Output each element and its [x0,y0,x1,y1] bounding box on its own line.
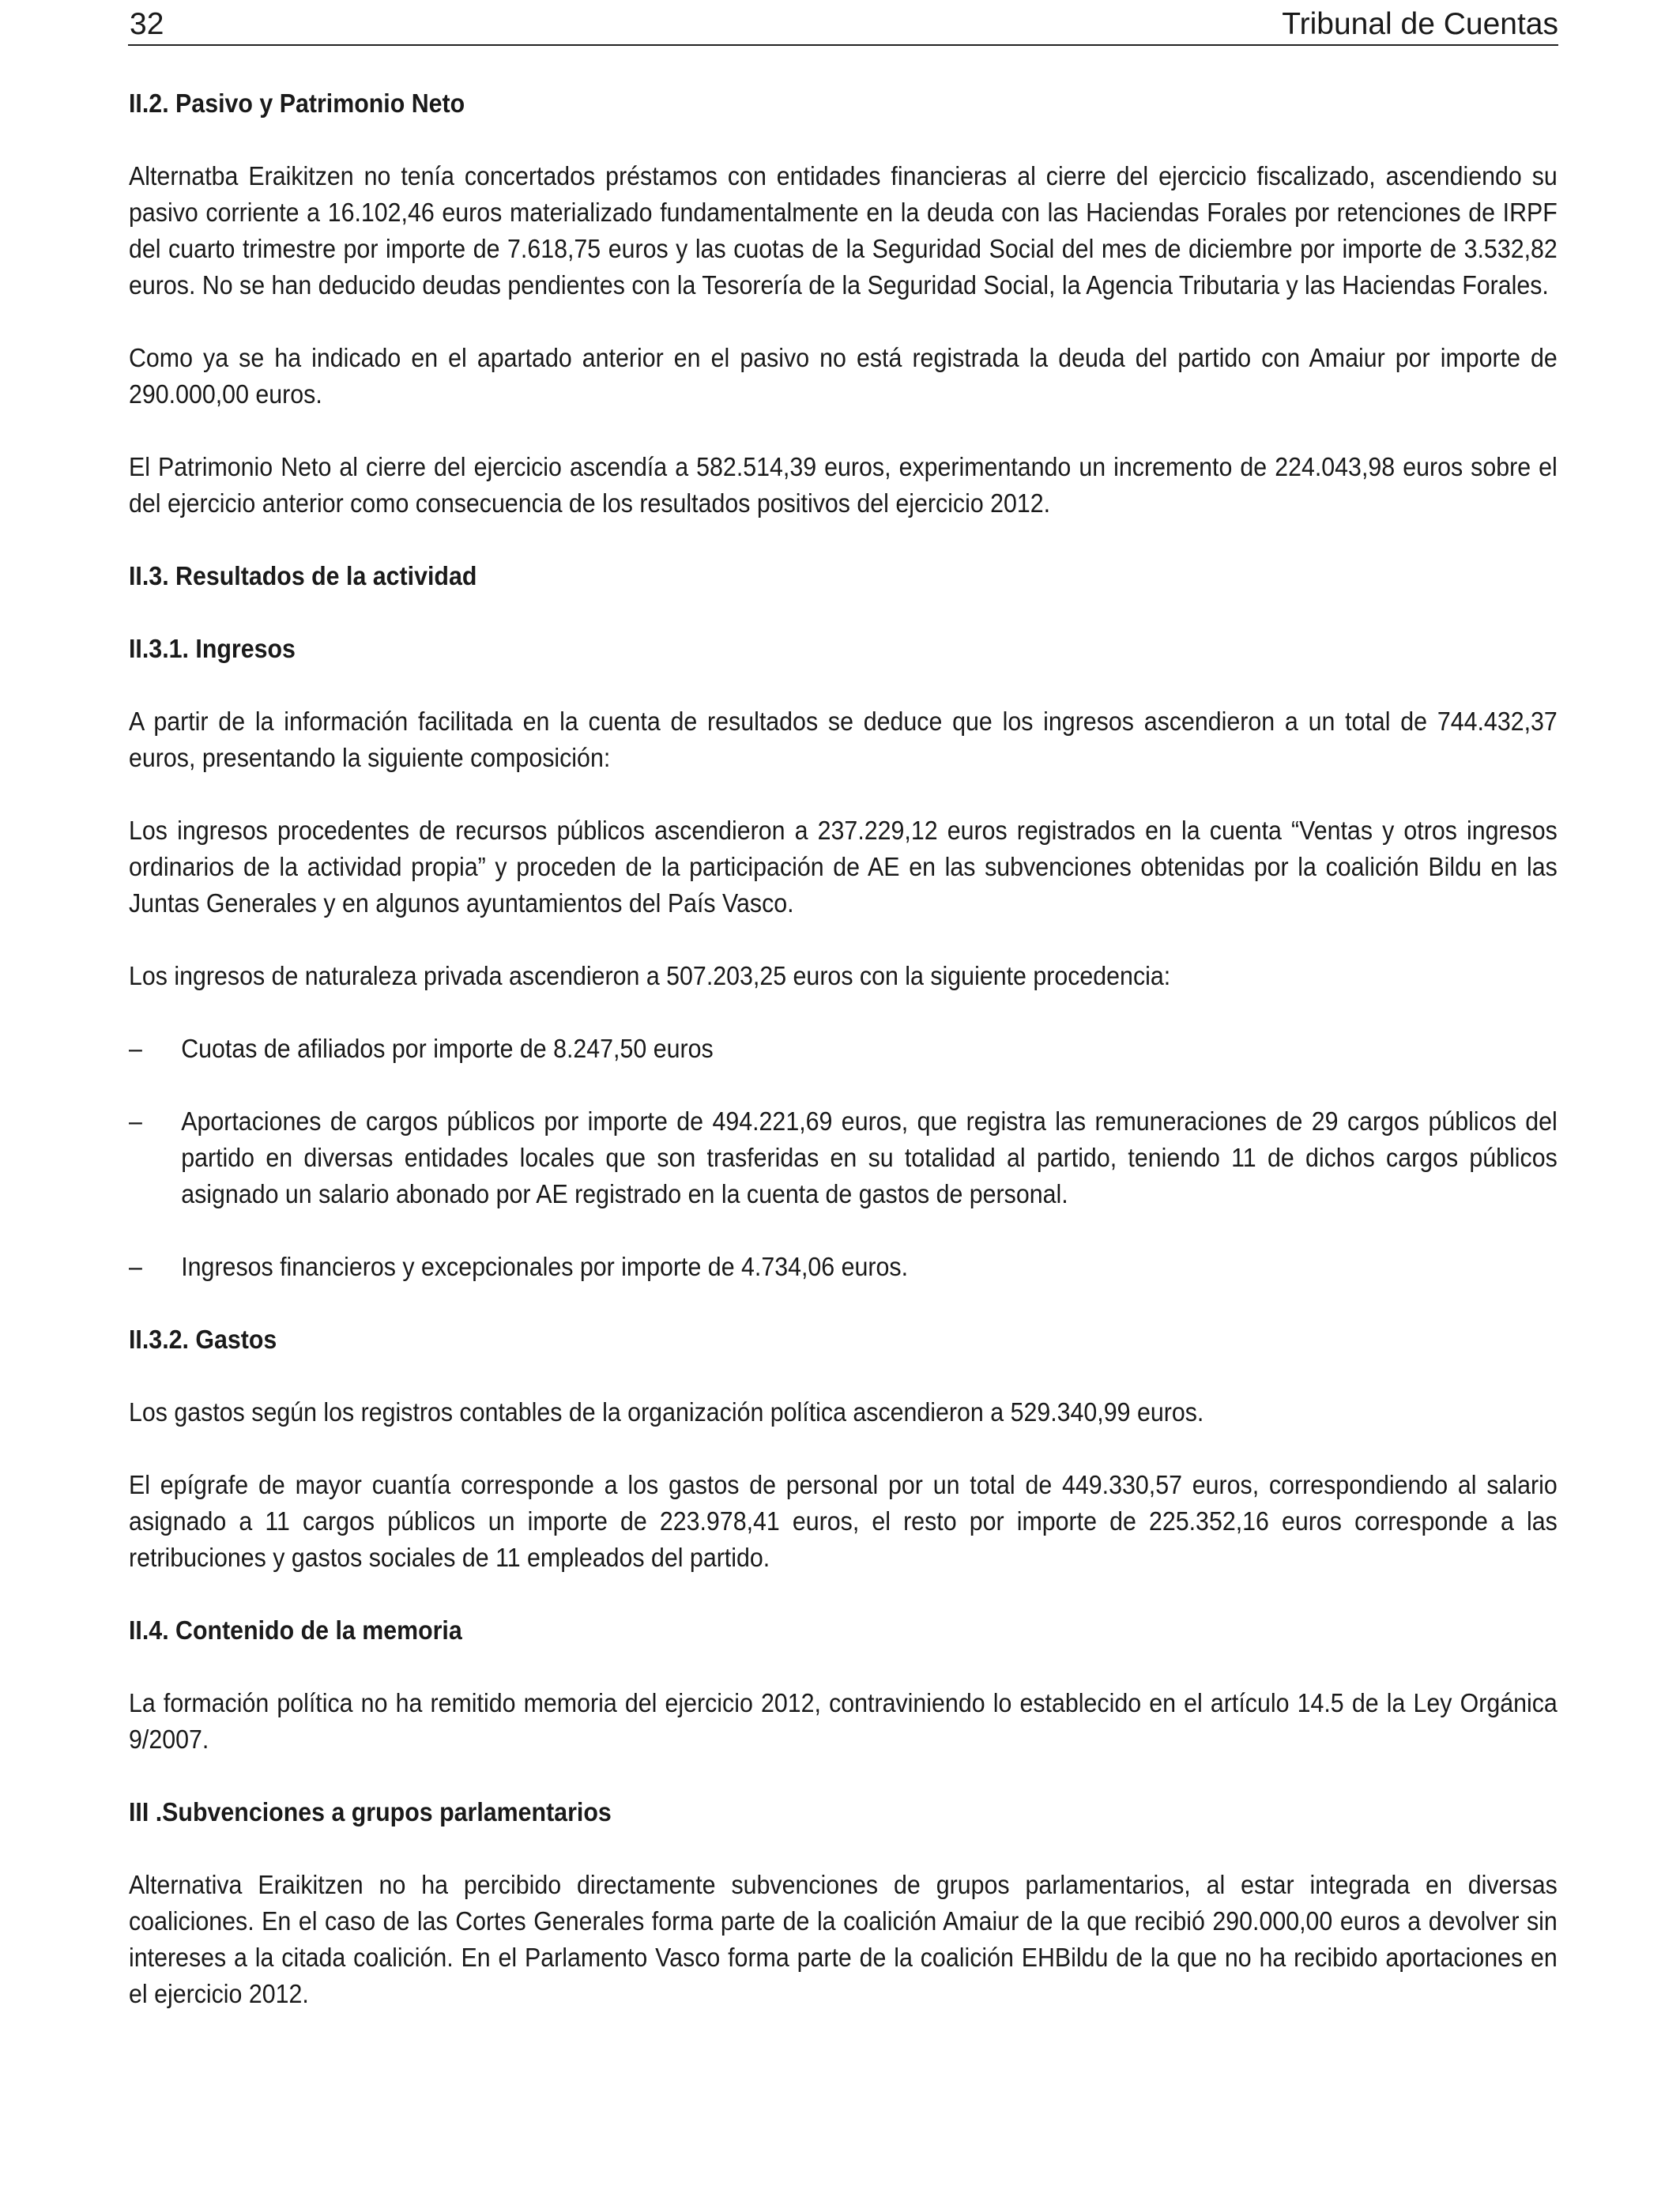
paragraph-ingresos-2: Los ingresos procedentes de recursos públicos ascendieron a 237.229,12 euros registrados en la cuenta “Ventas y otros ingresos ordinarios de la actividad propia” y proceden de la participación de AE en las subvenciones obtenidas por la coalición Bildu en las Juntas Generales y en algunos ayuntamientos del País Vasco. [129,816,1558,918]
section-heading-ingresos: II.3.1. Ingresos [129,634,296,663]
list-item [129,1031,1558,1067]
section-heading-memoria: II.4. Contenido de la memoria [129,1615,462,1645]
document-body [129,85,1558,2012]
list-item [129,1103,1558,1212]
paragraph-subvenciones: Alternativa Eraikitzen no ha percibido directamente subvenciones de grupos parlamentarios, al estar integrada en diversas coaliciones. En el caso de las Cortes Generales forma parte de la coalición Amaiur de la que recibió 290.000,00 euros a devolver sin intereses a la citada coalición. En el Parlamento Vasco forma parte de la coalición EHBildu de la que no ha recibido aportaciones en el ejercicio 2012. [129,1870,1558,2008]
list-item-text: Cuotas de afiliados por importe de 8.247,50 euros [181,1034,714,1063]
section-heading-gastos: II.3.2. Gastos [129,1325,277,1354]
section-heading-resultados: II.3. Resultados de la actividad [129,561,477,590]
list-item-text: Aportaciones de cargos públicos por importe de 494.221,69 euros, que registra las remuneraciones de 29 cargos públicos del partido en diversas entidades locales que son trasferidas en su totalidad al partido, teniendo 11 de dichos cargos públicos asignado un salario abonado por AE registrado en la cuenta de gastos de personal. [181,1106,1558,1208]
section-heading-subvenciones: III .Subvenciones a grupos parlamentarios [129,1797,612,1826]
page-header [128,5,1558,46]
list-item-text: Ingresos financieros y excepcionales por importe de 4.734,06 euros. [181,1252,909,1281]
paragraph-pasivo-1: Alternatba Eraikitzen no tenía concertados préstamos con entidades financieras al cierre del ejercicio fiscalizado, ascendiendo su pasivo corriente a 16.102,46 euros materializado fundamentalmente en la deuda con las Haciendas Forales por retenciones de IRPF del cuarto trimestre por importe de 7.618,75 euros y las cuotas de la Seguridad Social del mes de diciembre por importe de 3.532,82 euros. No se han deducido deudas pendientes con la Tesorería de la Seguridad Social, la Agencia Tributaria y las Haciendas Forales. [129,161,1558,300]
running-title: Tribunal de Cuentas [1282,7,1558,41]
dash-bullet: – [129,1252,142,1281]
page-number: 32 [130,7,164,41]
paragraph-memoria: La formación política no ha remitido memoria del ejercicio 2012, contraviniendo lo establecido en el artículo 14.5 de la Ley Orgánica 9/2007. [129,1688,1558,1754]
paragraph-gastos-2: El epígrafe de mayor cuantía corresponde a los gastos de personal por un total de 449.330,57 euros, correspondiendo al salario asignado a 11 cargos públicos un importe de 223.978,41 euros, el resto por importe de 225.352,16 euros corresponde a las retribuciones y gastos sociales de 11 empleados del partido. [129,1470,1558,1572]
paragraph-pasivo-2: Como ya se ha indicado en el apartado anterior en el pasivo no está registrada la deuda del partido con Amaiur por importe de 290.000,00 euros. [129,343,1558,409]
paragraph-ingresos-3: Los ingresos de naturaleza privada ascendieron a 507.203,25 euros con la siguiente procedencia: [129,961,1171,990]
ingresos-privados-list [129,1031,1558,1285]
paragraph-ingresos-1: A partir de la información facilitada en la cuenta de resultados se deduce que los ingresos ascendieron a un total de 744.432,37 euros, presentando la siguiente composición: [129,707,1558,772]
dash-bullet: – [129,1034,142,1063]
section-heading-pasivo: II.2. Pasivo y Patrimonio Neto [129,89,465,118]
list-item [129,1249,1558,1285]
paragraph-gastos-1: Los gastos según los registros contables de la organización política ascendieron a 529.340,99 euros. [129,1397,1204,1427]
paragraph-patrimonio-neto: El Patrimonio Neto al cierre del ejercicio ascendía a 582.514,39 euros, experimentando un incremento de 224.043,98 euros sobre el del ejercicio anterior como consecuencia de los resultados positivos del ejercicio 2012. [129,452,1558,518]
dash-bullet: – [129,1106,142,1136]
